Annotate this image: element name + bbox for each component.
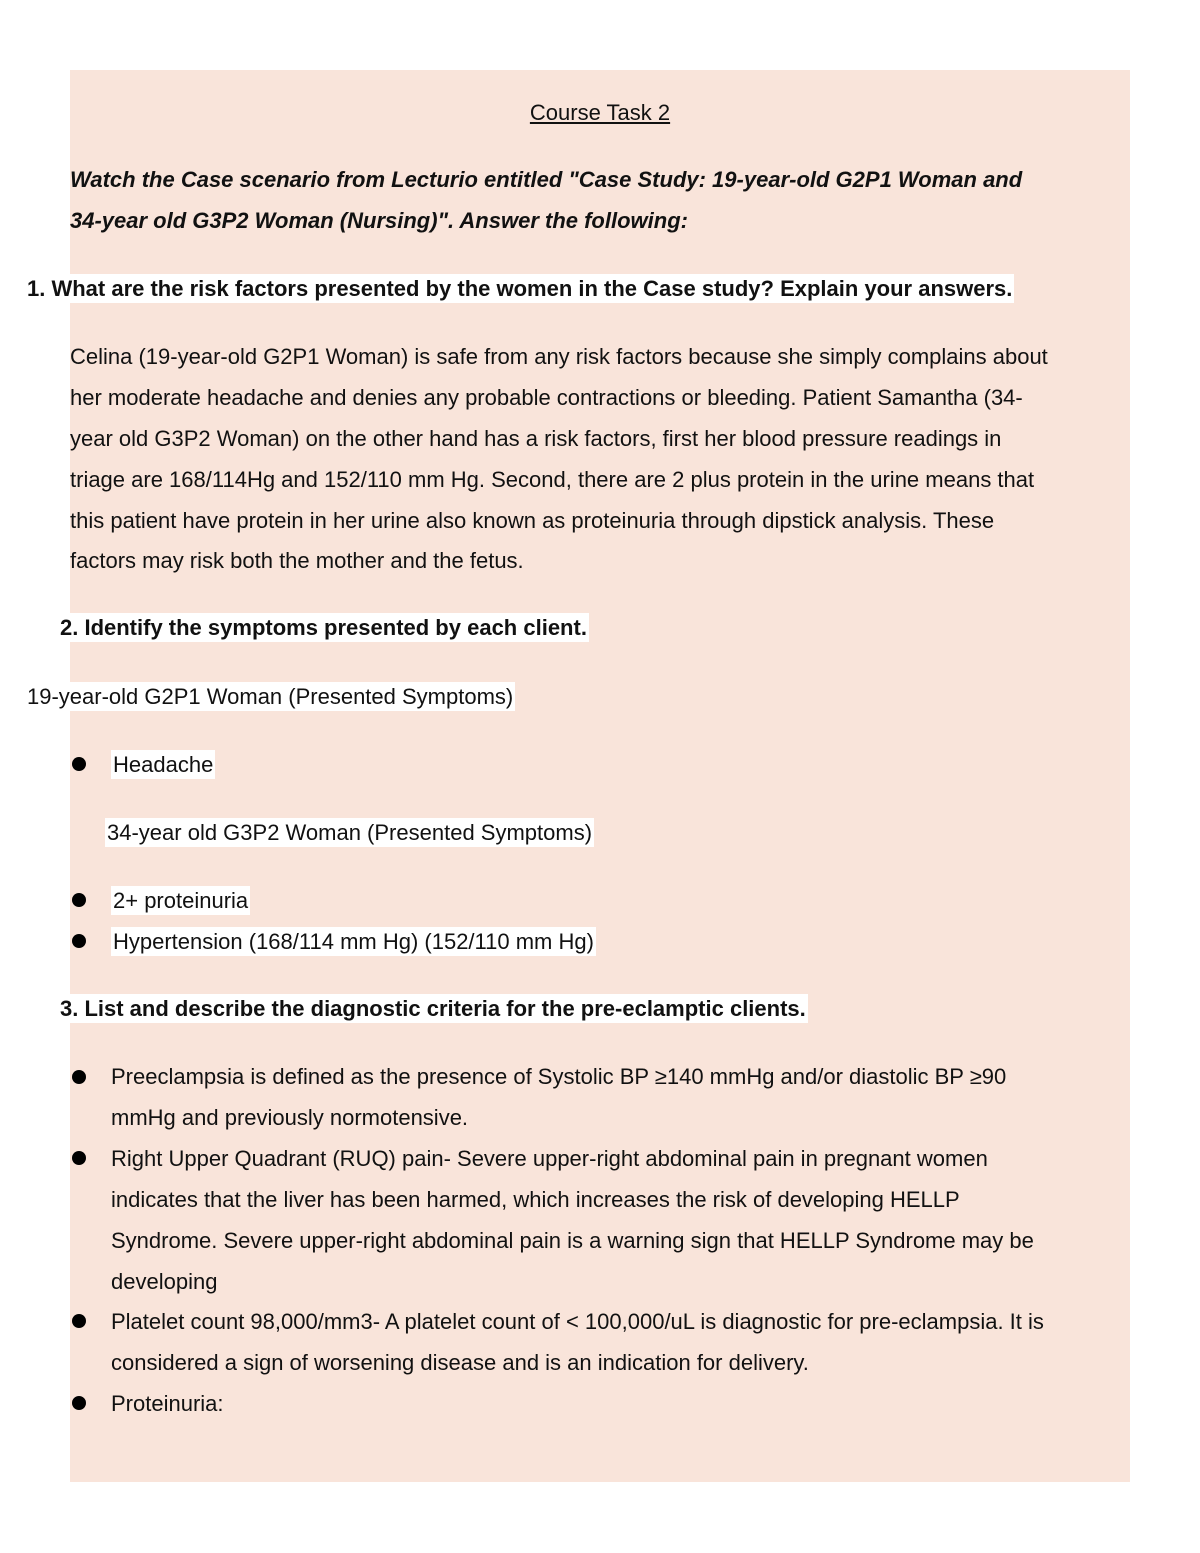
bullet-icon <box>72 1314 86 1328</box>
answer-1-line: triage are 168/114Hg and 152/110 mm Hg. Second, there are 2 plus protein in the urine means that <box>70 467 1035 492</box>
intro-line-1: Watch the Case scenario from Lecturio entitled "Case Study: 19-year-old G2P1 Woman and <box>70 167 1023 192</box>
bullet-icon <box>72 1070 86 1084</box>
answer-1-line: year old G3P2 Woman) on the other hand has a risk factors, first her blood pressure readings in <box>70 426 1002 451</box>
answer-1-line: factors may risk both the mother and the fetus. <box>70 548 524 573</box>
bullet-icon <box>72 757 86 771</box>
question-1-heading: 1. What are the risk factors presented by the women in the Case study? Explain your answers. <box>27 276 1013 301</box>
criteria-line: Preeclampsia is defined as the presence of Systolic BP ≥140 mmHg and/or diastolic BP ≥90 <box>111 1064 1007 1089</box>
criteria-line: mmHg and previously normotensive. <box>111 1105 469 1130</box>
client-2-label: 34-year old G3P2 Woman (Presented Symptoms) <box>107 820 593 845</box>
bullet-icon <box>72 934 86 948</box>
bullet-icon <box>72 1151 86 1165</box>
criteria-line: Right Upper Quadrant (RUQ) pain- Severe upper-right abdominal pain in pregnant women <box>111 1146 988 1171</box>
symptom-item: 2+ proteinuria <box>113 888 249 913</box>
criteria-line: Platelet count 98,000/mm3- A platelet count of < 100,000/uL is diagnostic for pre-eclampsia. It is <box>111 1309 1044 1334</box>
answer-1-line: this patient have protein in her urine also known as proteinuria through dipstick analysis. These <box>70 508 995 533</box>
client-1-label: 19-year-old G2P1 Woman (Presented Symptoms) <box>27 684 514 709</box>
bullet-icon <box>72 1396 86 1410</box>
symptom-item: Headache <box>113 752 214 777</box>
question-2-heading: 2. Identify the symptoms presented by each client. <box>60 615 587 640</box>
criteria-line: developing <box>111 1269 218 1294</box>
page-title: Course Task 2 <box>529 100 671 125</box>
answer-1-line: Celina (19-year-old G2P1 Woman) is safe from any risk factors because she simply complains about <box>70 344 1048 369</box>
bullet-icon <box>72 893 86 907</box>
criteria-line: indicates that the liver has been harmed, which increases the risk of developing HELLP <box>111 1187 960 1212</box>
answer-1-line: her moderate headache and denies any probable contractions or bleeding. Patient Samantha (34- <box>70 385 1023 410</box>
criteria-line: considered a sign of worsening disease and is an indication for delivery. <box>111 1350 809 1375</box>
question-3-heading: 3. List and describe the diagnostic criteria for the pre-eclamptic clients. <box>60 996 806 1021</box>
intro-line-2: 34-year old G3P2 Woman (Nursing)". Answer the following: <box>70 208 688 233</box>
criteria-line: Proteinuria: <box>111 1391 224 1416</box>
criteria-line: Syndrome. Severe upper-right abdominal pain is a warning sign that HELLP Syndrome may be <box>111 1228 1034 1253</box>
symptom-item: Hypertension (168/114 mm Hg) (152/110 mm Hg) <box>113 929 594 954</box>
